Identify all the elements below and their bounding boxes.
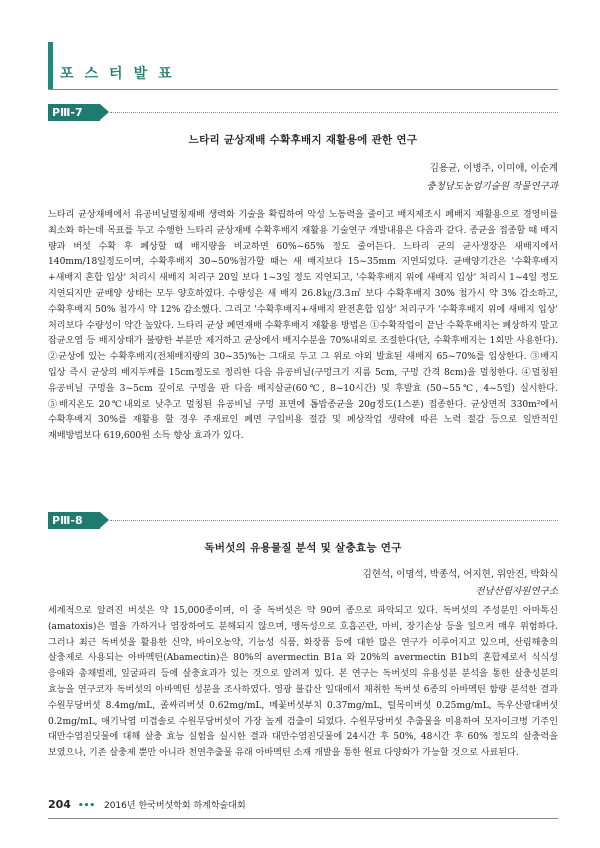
abstract-body: 느타리 균상재배에서 유공비닐멀칭재배 생력화 기술을 확립하여 악성 노동력을 줄이고 배지제조시 폐배지 재활용으로 경영비를 최소화 하는데 목표를 두고 수행한 느타리 균상재배 수확후배지 재활용 기술연구 개발내용은 다음과 같다. 종균을 접종할 때 배지 량과 버섯 수확 후 폐상할 때 배지량을 비교하면 60%~65% 정도 줄어든다. 느타리 균의 균사생장은 새배지에서 140mm/18일정도이며, 수확후배지 30~50%첨가할 때는 새 배지보다 15~35mm 지연되었다. 균배양기간은 '수확후배지+새배지 혼합 입상' 처리시 새배지 처리구 20일 보다 1~3일 정도 지연되고, '수확후배지 위에 새배지 입상' 처리시 1~4일 정도 지연되지만 균배양 상태는 모두 양호하였다. 수량성은 새 배지 26.8㎏/3.3㎡ 보다 수확후배지 30% 첨가시 약 3% 감소하고, 수확후배지 50% 첨가시 약 12% 감소했다. 그리고 '수확후배지+새배지 완전혼합 입상' 처리구가 '수확후배지 위에 새배지 입상' 처리보다 수량성이 약간 높았다. 느타리 균상 폐면재배 수확후배지 재활용 방법은 ①수확작업이 끝난 수확후배지는 폐상하지 말고 잡균오염 등 배지상태가 불량한 부분만 제거하고 균상에서 배지수분을 70%내외로 조절한다(단, 수확후배지는 1회만 사용한다). ②균상에 있는 수확후배지(전체배지량의 30~35)%는 그대로 두고 그 위로 야외 발효된 새배지 65~70%를 입상한다. ③배지 입상 즉시 균상의 배지두께를 15cm정도로 정리한 다음 유공비닐(구멍크기 지름 5cm, 구멍 간격 8cm)을 멀칭한다. ④멀칭된 유공비닐 구멍을 3~5cm 깊이로 구멍을 판 다음 배지살균(60℃, 8~10시간) 및 후발효 (50~55℃, 4~5일) 실시한다. ⑤배지온도 20℃내외로 낮추고 멀칭된 유공비닐 구멍 표면에 톱밥종균을 20g정도(1스푼) 접종한다. 균상면적 330m²에서 수확후배지 30%를 재활용 할 경우 주재료인 폐면 구입비용 절감 및 폐상작업 생략에 따른 노력 절감 등으로 일반적인 재배방법보다 619,600원 소득 향상 효과가 있다. xyxy=(48,210,558,442)
abstract-authors: 김용균, 이병주, 이미애, 이순계 xyxy=(429,163,558,174)
abstract-affiliation: 전남산림자원연구소 xyxy=(475,586,558,597)
abstract-title: 느타리 균상재배 수확후배지 재활용에 관한 연구 xyxy=(188,134,418,146)
footer-conference: 2016년 한국버섯학회 하계학술대회 xyxy=(103,801,246,811)
badge-divider xyxy=(110,520,558,521)
footer-dots: ••• xyxy=(77,801,96,811)
badge-divider xyxy=(110,112,558,113)
abstract-code-badge: PⅢ-7 xyxy=(48,104,100,121)
page-number: 204 xyxy=(48,798,71,811)
abstract-authors: 김현석, 이명석, 박종석, 어지현, 위안진, 박화식 xyxy=(362,569,558,580)
section-header-title: 포스터발표 xyxy=(60,66,183,82)
abstract-body: 세계적으로 알려진 버섯은 약 15,000종이며, 이 중 독버섯은 약 90여 종으로 파악되고 있다. 독버섯의 주성분인 아마톡신(amatoxis)은 열을 가하거나 염장하여도 분해되지 않으며, 맹독성으로 호흡곤란, 마비, 장기손상 등을 일으켜 매우 위험하다. 그러나 최근 독버섯을 활용한 신약, 바이오농약, 기능성 식품, 화장품 등에 대한 많은 연구가 이루어지고 있으며, 산림해충의 살충제로 사용되는 아바멕틴(Abamectin)은 80%의 avermectin B1a 와 20%의 avermectin B1b의 혼합제로서 식식성 응애와 총채벌레, 잎굴파리 등에 살충효과가 있는 것으로 알려져 있다. 본 연구는 독버섯의 유용성분 분석을 통한 살충성분의 효능을 연구코자 독버섯의 아바멕틴 성분을 조사하였다. 영광 불갑산 일대에서 채취한 독버섯 6종의 아바멕틴 함량 분석한 결과 수원무당버섯 8.4mg/mL, 졸싸리버섯 0.62mg/mL, 메꽃버섯부치 0.37mg/mL, 털목이버섯 0.25mg/mL, 독우산광대버섯 0.2mg/mL, 애기낙엽 미겹솔로 수원무당버섯이 가장 높게 검출이 되었다. 수원무당버섯 추출물을 이용하여 모자이크병 기주인 대만수염진딧물에 대해 살충 효능 실험을 실시한 결과 대만수염진딧물에 24시간 후 50%, 48시간 후 60% 정도의 살충력을 보였으나, 기존 살충제 뿐만 아니라 천연추출물 유래 아바멕틴 소재 개발을 통한 원료 다양화가 가능할 것으로 사료된다. xyxy=(48,606,558,759)
abstract-code-badge: PⅢ-8 xyxy=(48,512,100,529)
abstract-title: 독버섯의 유용물질 분석 및 살충효능 연구 xyxy=(204,542,402,554)
section-header-rule xyxy=(48,89,558,90)
page-footer xyxy=(48,798,246,811)
section-header-bar xyxy=(48,42,53,90)
footer-rule xyxy=(48,818,558,819)
abstract-affiliation: 충청남도농업기술원 작물연구과 xyxy=(426,181,558,192)
